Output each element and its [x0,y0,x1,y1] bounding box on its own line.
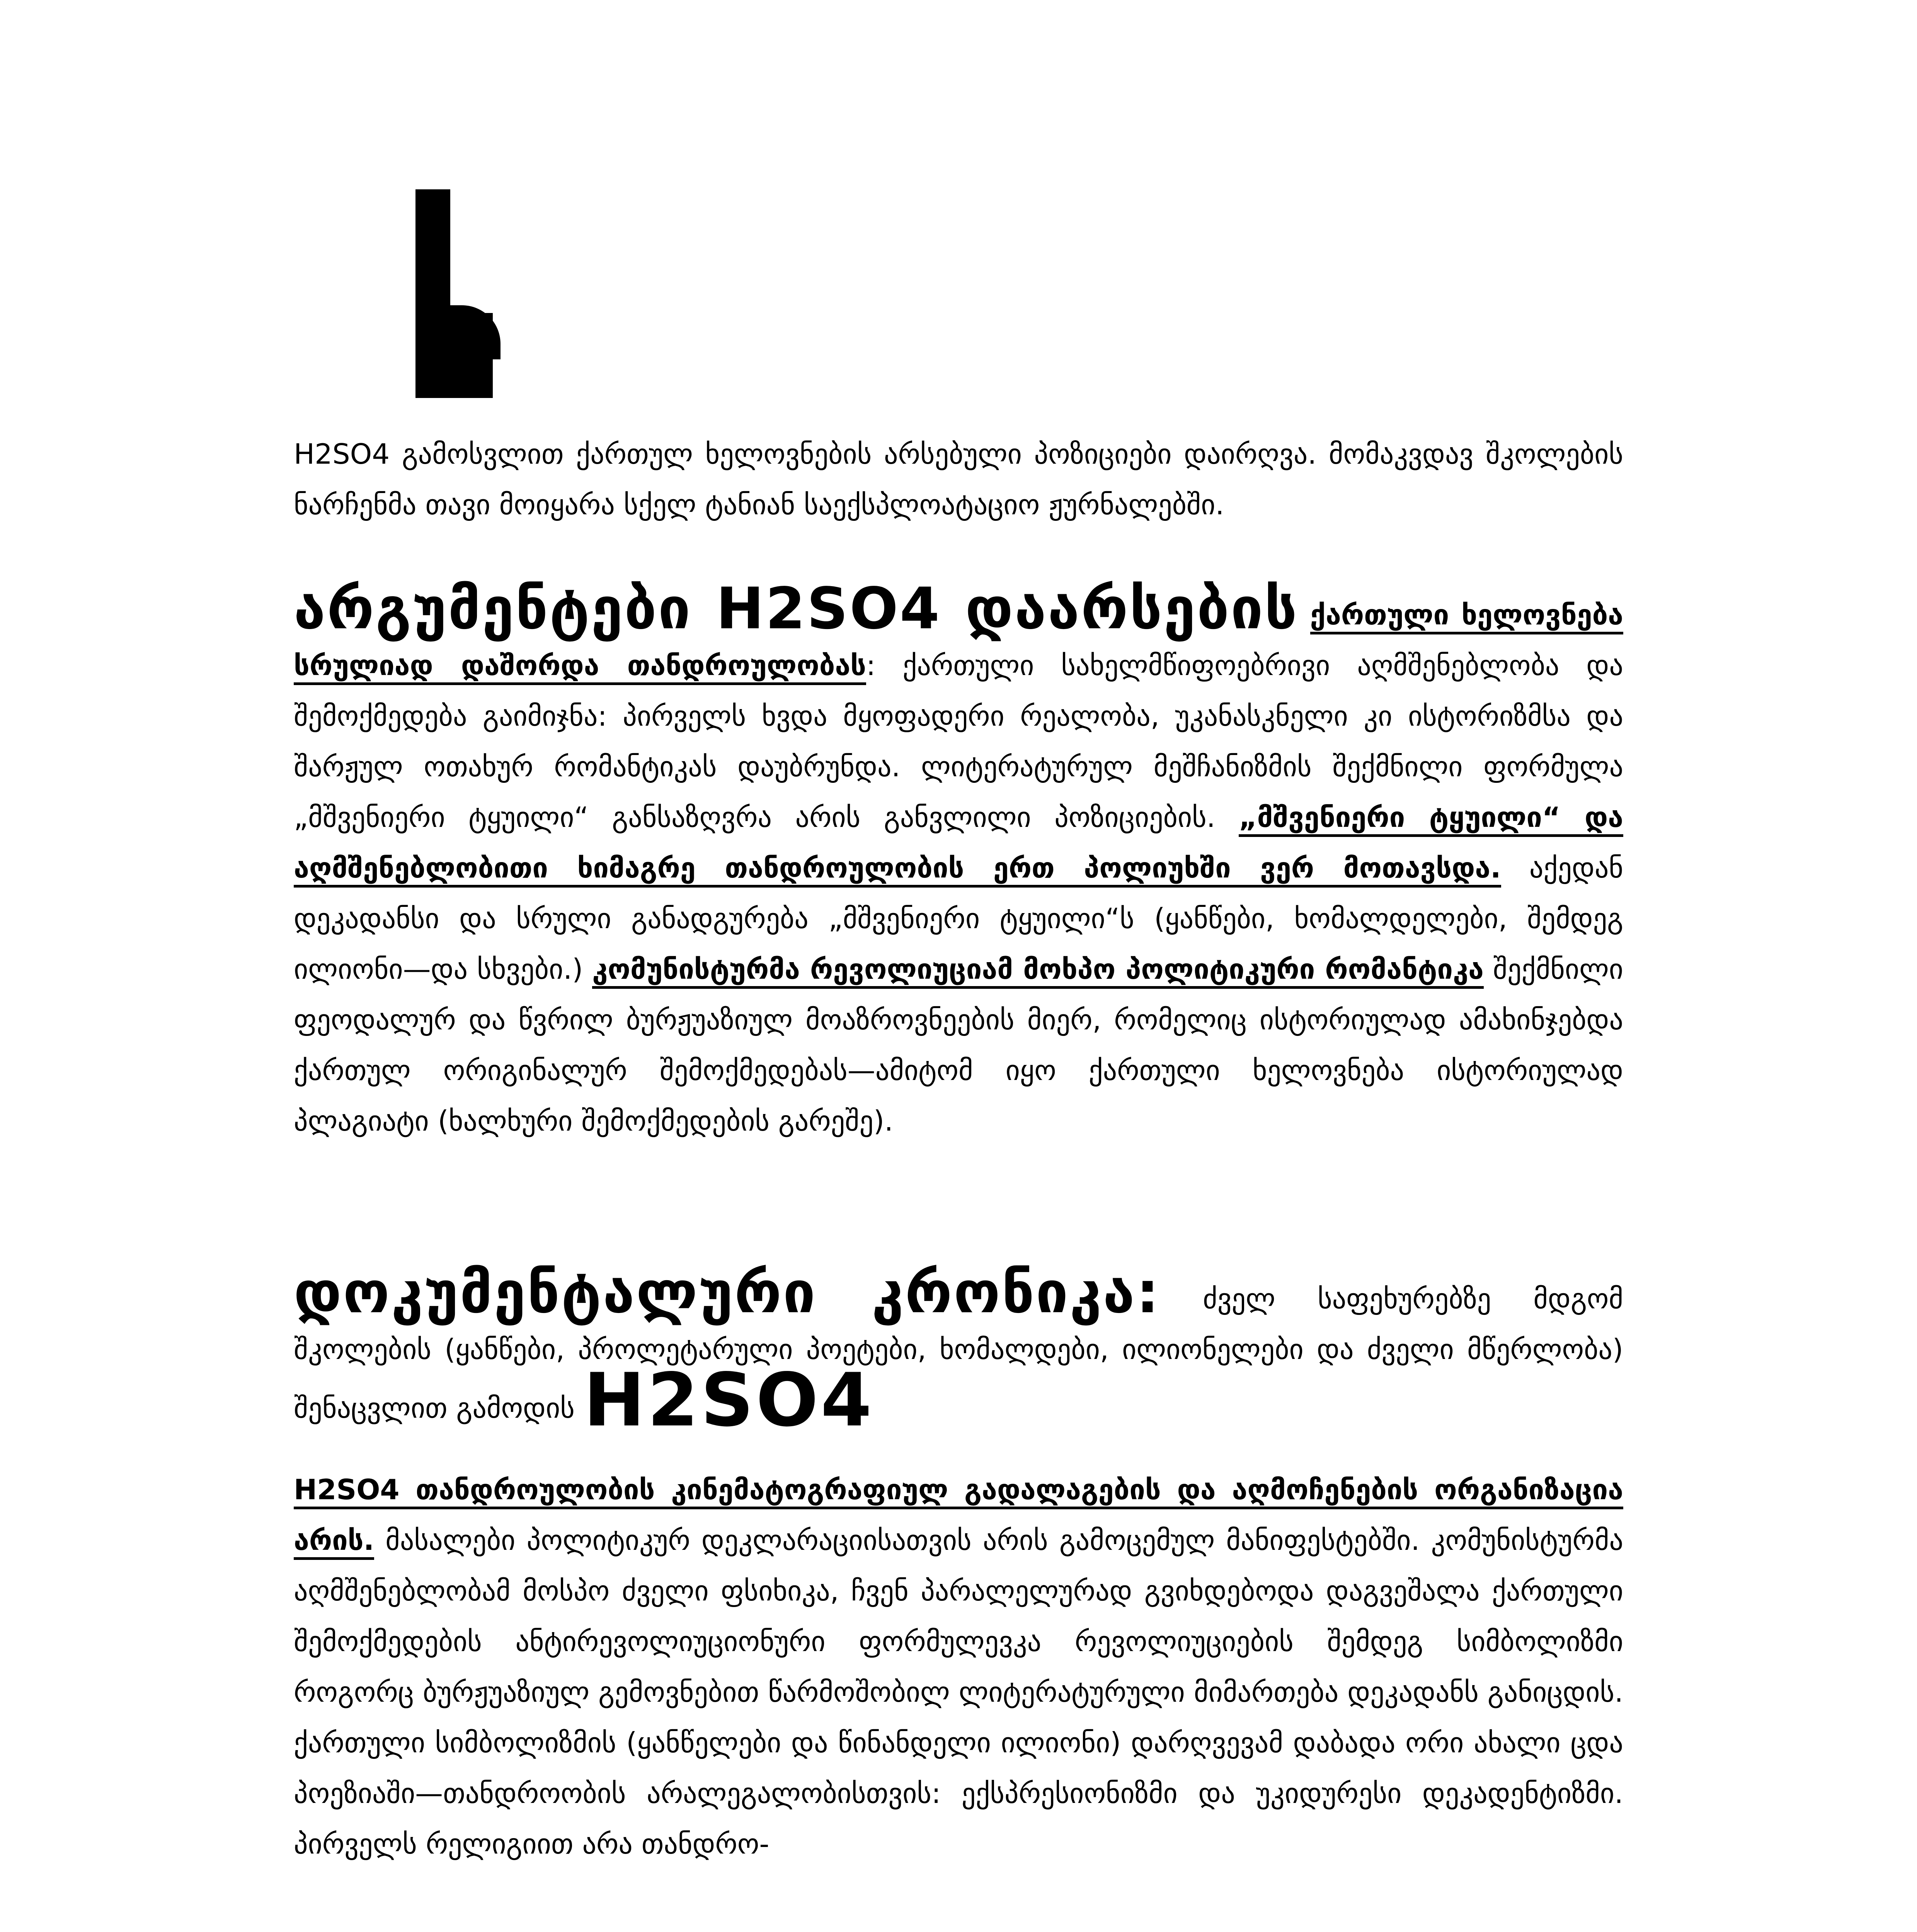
intro-paragraph: H2SO4 გამოსვლით ქართულ ხელოვნების არსებული პოზიციები დაირღვა. მომაკვდავ შკოლების ნარჩენმა თავი მოიყარა სქელ ტანიან საექსპლოატაციო ჟურნალებში. [294,438,1623,521]
thesis-underlined-2: „მშვენიერი ტყუილი“ და აღმშენებლობითი ხიმაგრე თანდროულობის ერთ პოლიუხში ვერ მოთავსდა. [294,801,1623,888]
thesis-text-2: აქედან დეკადანსი და სრული განადგურება „მშვენიერი ტყუილი“ს (ყანწები, ხომალდელები, შემდეგ ილიონი—და სხვები.) [294,852,1624,985]
organization-text: მასალები პოლიტიკურ დეკლარაციისათვის არის გამოცემულ მანიფესტებში. კომუნისტურმა აღმშენებლობამ მოსპო ძველი ფსიხიკა, ჩვენ პარალელურად გვიხდებოდა დაგვეშალა ქართული შემოქმედების ანტირევოლიუციონური ფორმულევკა რევოლიუციების შემდეგ სიმბოლიზმი როგორც ბურჟუაზიულ გემოვნებით წარმოშობილ ლიტერატურული მიმართება დეკადანს განიცდის. ქართული სიმბოლიზმის (ყანწელები და წინანდელი ილიონი) დარღვევამ დაბადა ორი ახალი ცდა პოეზიაში—თანდროობის არალეგალობისთვის: ექსპრესიონიზმი და უკიდურესი დეკადენტიზმი. პირველს რელიგიით არა თანდრო- [294,1524,1624,1860]
chronicle-text: ძველ საფეხურებზე მდგომ შკოლების (ყანწები, პროლეტარული პოეტები, ხომალდები, ილიონელები და ძველი მწერლობა) შენაცვლით გამოდის [294,1282,1623,1424]
thesis-text: : ქართული სახელმწიფოებრივი აღმშენებლობა და შემოქმედება გაიმიჯნა: პირველს ხვდა მყოფადერი რეალობა, უკანასკნელი კი ისტორიზმსა და შარჟულ ოთახურ რომანტიკას დაუბრუნდა. ლიტერატურულ მეშჩანიზმის შექმნილი ფორმულა „მშვენიერი ტყუილი“ განსაზღვრა არის განვლილი პოზიციების. [294,649,1623,833]
redacted-letter-mark [415,189,531,398]
organization-underlined: H2SO4 თანდროულობის კინემატოგრაფიულ გადალაგების და აღმოჩენების ორგანიზაცია არის. [294,1473,1623,1560]
organization-block [294,1464,1623,1869]
thesis-underlined-3: კომუნისტურმა რევოლიუციამ მოხპო პოლიტიკური რომანტიკა [592,953,1484,989]
heading-chronicle: დოკუმენტალური კრონიკა: [294,1259,1161,1326]
heading-arguments: არგუმენტები H2SO4 დაარსების [294,575,1299,642]
thesis-underlined: ქართული ხელოვნება სრულიად დაშორდა თანდროულობას [294,599,1623,685]
arguments-block [294,575,1624,1146]
intro-block [294,429,1623,530]
thesis-text-3: შექმნილი ფეოდალურ და წვრილ ბურჟუაზიულ მოაზროვნეების მიერ, რომელიც ისტორიულად ამახინჯებდა ქართულ ორიგინალურ შემოქმედებას—ამიტომ იყო ქართული ხელოვნება ისტორიულად პლაგიატი (ხალხური შემოქმედების გარეშე). [294,953,1623,1137]
chronicle-block [294,1259,1623,1443]
h2so4-title: H2SO4 [583,1357,874,1443]
